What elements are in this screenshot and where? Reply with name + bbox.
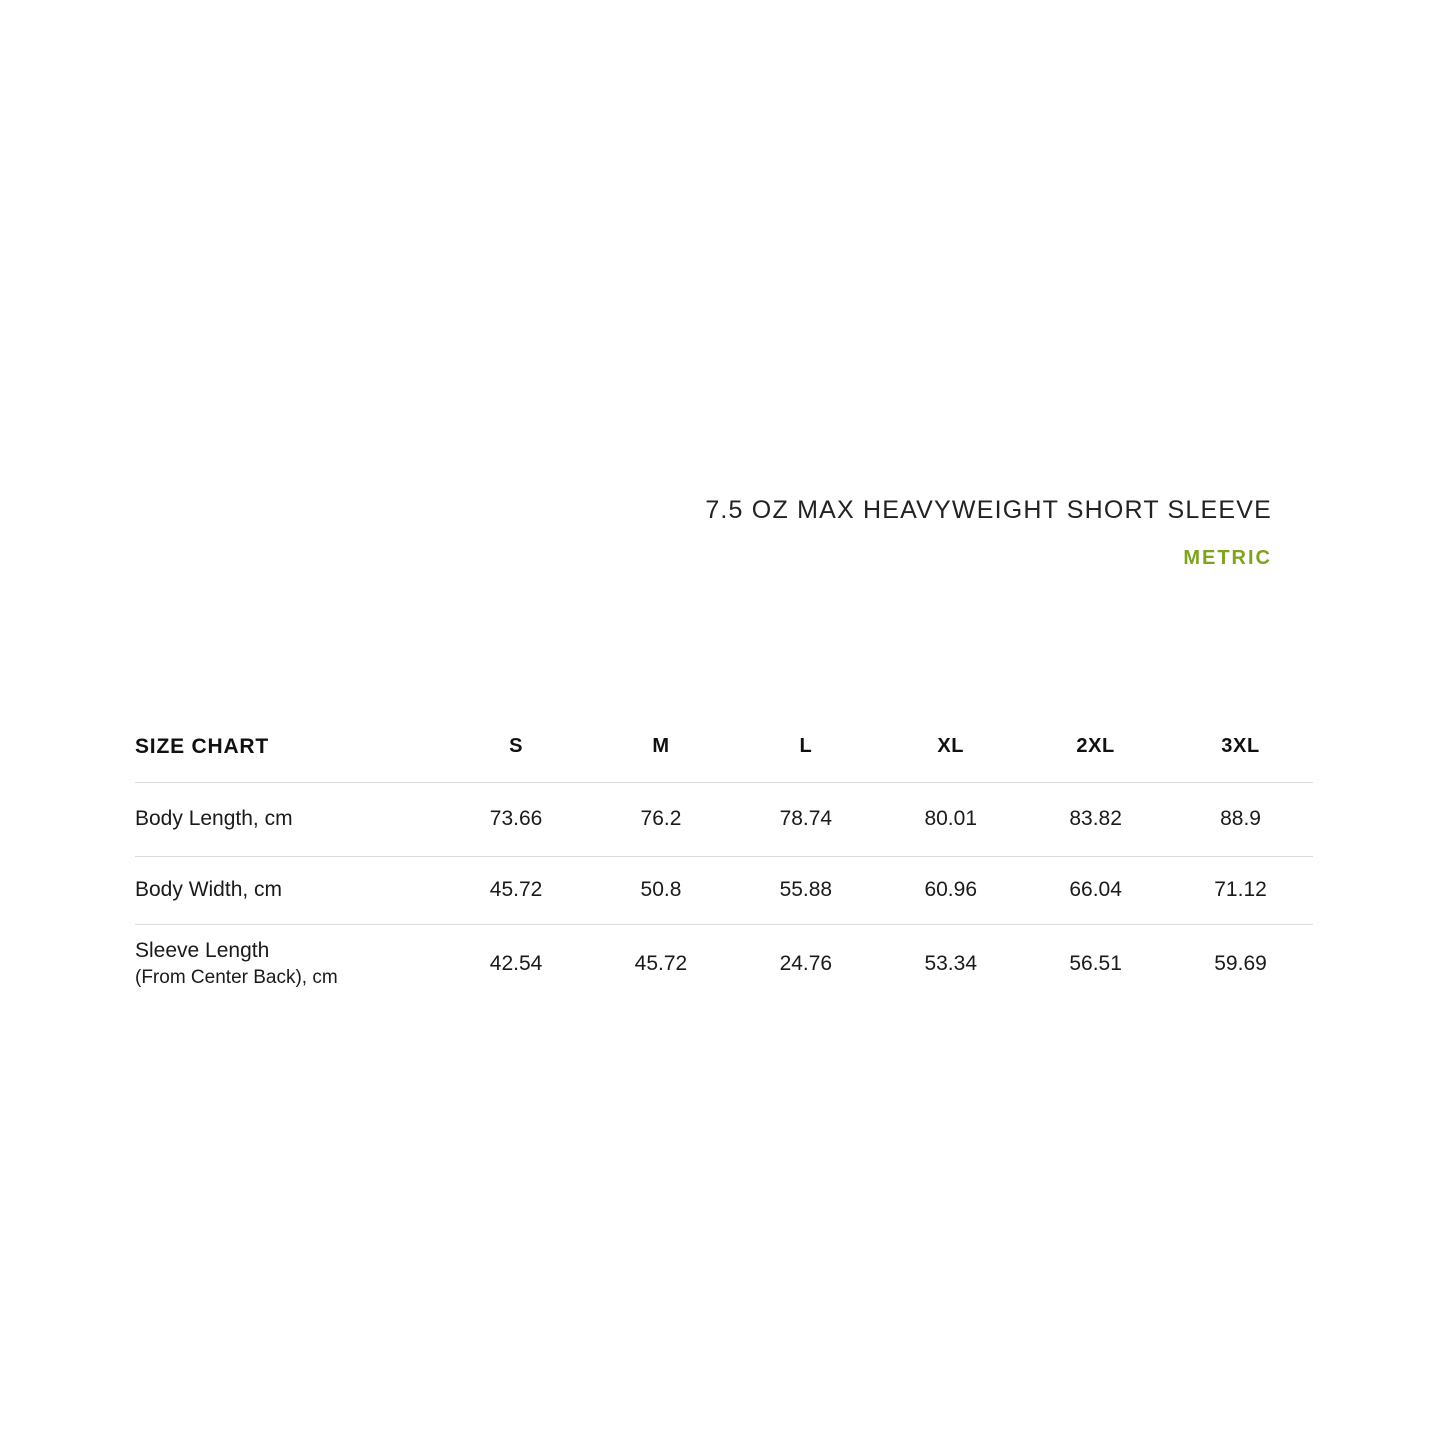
cell-value: 66.04 [1023,856,1168,924]
cell-value: 88.9 [1168,782,1313,856]
row-label: Body Length, cm [135,782,444,856]
table-row-body-length [135,782,1313,856]
cell-value: 73.66 [444,782,589,856]
cell-value: 59.69 [1168,924,1313,1004]
metric-unit-toggle[interactable]: METRIC [1183,546,1272,569]
cell-value: 53.34 [878,924,1023,1004]
row-label [135,924,444,1004]
cell-value: 45.72 [589,924,734,1004]
cell-value: 50.8 [589,856,734,924]
column-header-l: L [799,735,813,758]
table-header-row [135,712,1313,782]
column-header-3xl: 3XL [1221,735,1260,758]
cell-value: 76.2 [589,782,734,856]
row-label-sub: (From Center Back), cm [135,967,338,989]
cell-value: 78.74 [733,782,878,856]
cell-value: 60.96 [878,856,1023,924]
product-title: 7.5 OZ MAX HEAVYWEIGHT SHORT SLEEVE [705,496,1272,524]
cell-value: 45.72 [444,856,589,924]
column-header-s: S [509,735,524,758]
cell-value: 80.01 [878,782,1023,856]
table-row-body-width [135,856,1313,924]
cell-value: 55.88 [733,856,878,924]
cell-value: 24.76 [733,924,878,1004]
column-header-xl: XL [937,735,965,758]
row-label: Body Width, cm [135,856,444,924]
cell-value: 83.82 [1023,782,1168,856]
size-chart-table [135,712,1313,1004]
cell-value: 42.54 [444,924,589,1004]
cell-value: 56.51 [1023,924,1168,1004]
size-chart-title: SIZE CHART [135,734,269,758]
cell-value: 71.12 [1168,856,1313,924]
table-row-sleeve-length [135,924,1313,1004]
column-header-2xl: 2XL [1076,735,1115,758]
column-header-m: M [652,735,670,758]
row-label-main: Sleeve Length [135,939,270,963]
size-chart-section [135,712,1313,1004]
product-header [705,496,1272,570]
